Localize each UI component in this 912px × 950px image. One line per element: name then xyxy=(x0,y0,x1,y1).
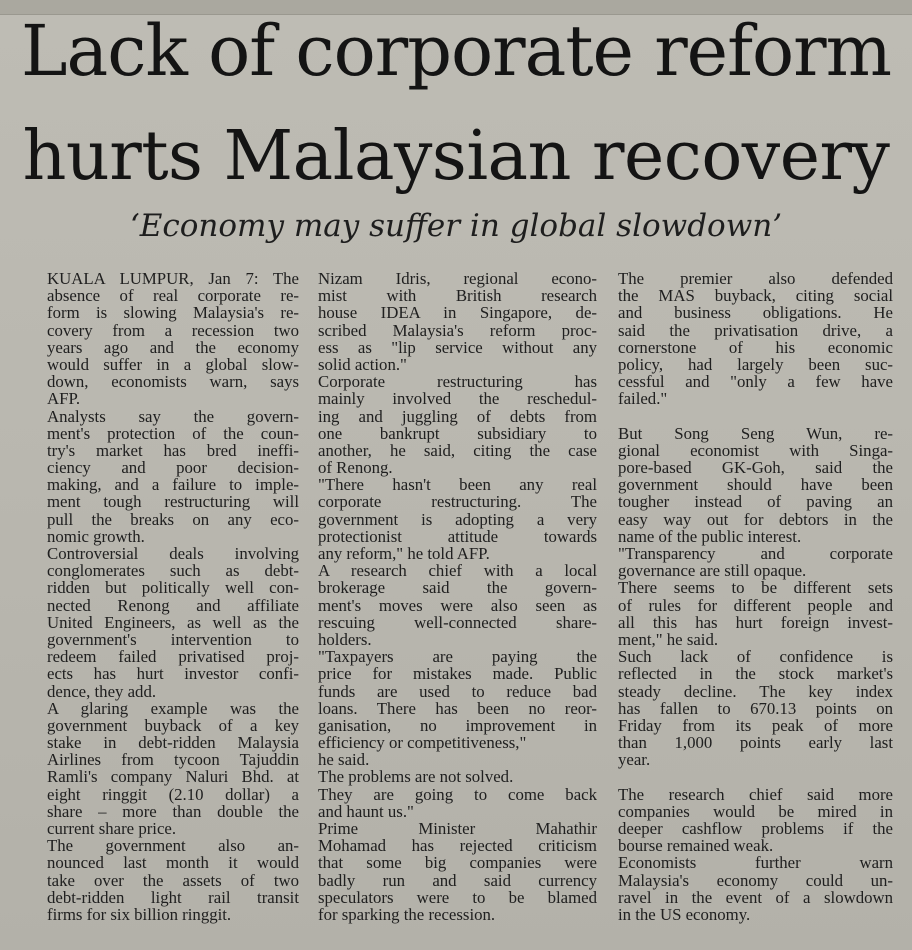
article-line: Analysts say the govern- xyxy=(47,406,299,426)
article-line: and haunt us." xyxy=(318,801,414,821)
article-line: share – more than double the xyxy=(47,801,299,821)
article-line: loans. There has been no reor- xyxy=(318,698,597,718)
article-line: would suffer in a global slow- xyxy=(47,354,299,374)
article-line: take over the assets of two xyxy=(47,870,299,890)
article-line: cornerstone of his economic xyxy=(618,337,893,357)
article-line: eight ringgit (2.10 dollar) a xyxy=(47,784,299,804)
article-line: he said. xyxy=(318,750,370,770)
article-line xyxy=(618,408,893,425)
article-line: Such lack of confidence is xyxy=(618,647,893,667)
article-line: making, and a failure to imple- xyxy=(47,475,299,495)
article-line: They are going to come back xyxy=(318,784,597,804)
article-column-1 xyxy=(47,270,299,923)
article-line: Economists further warn xyxy=(618,853,893,873)
article-column-3 xyxy=(618,270,893,923)
article-line: policy, had largely been suc- xyxy=(618,354,893,374)
article-line: protectionist attitude towards xyxy=(318,526,597,546)
article-line: Nizam Idris, regional econo- xyxy=(318,269,597,288)
article-line: another, he said, citing the case xyxy=(318,440,597,460)
article-line: current share price. xyxy=(47,819,177,838)
article-line: Corporate restructuring has xyxy=(318,372,597,392)
article-line: bourse remained weak. xyxy=(618,836,774,856)
article-line: scribed Malaysia's reform proc- xyxy=(318,320,597,340)
article-line: "Transparency and corporate xyxy=(618,544,893,563)
article-line: for sparking the recession. xyxy=(318,904,496,924)
article-line: corporate restructuring. The xyxy=(318,492,597,512)
article-line: dence, they add. xyxy=(47,681,157,701)
article-line: Controversial deals involving xyxy=(47,544,299,563)
article-line: years ago and the economy xyxy=(47,337,299,357)
article-line: "There hasn't been any real xyxy=(318,475,597,495)
article-line: tougher instead of paving an xyxy=(618,492,893,512)
article-line: government is adopting a very xyxy=(318,509,597,529)
article-line: rescuing well-connected share- xyxy=(318,612,597,632)
article-line: failed." xyxy=(618,389,668,409)
article-line: absence of real corporate re- xyxy=(47,286,299,306)
article-line: than 1,000 points early last xyxy=(618,733,893,753)
article-line: cessful and "only a few have xyxy=(618,372,893,392)
article-line: ridden but politically well con- xyxy=(47,578,299,598)
article-line: pore-based GK-Goh, said the xyxy=(618,458,893,478)
article-line: the MAS buyback, citing social xyxy=(618,286,893,306)
article-line: nected Renong and affiliate xyxy=(47,595,299,615)
subheadline: ‘Economy may suffer in global slowdown’ xyxy=(129,208,783,244)
article-line: ganisation, no improvement in xyxy=(318,715,597,735)
article-line xyxy=(618,768,893,785)
article-line: steady decline. The key index xyxy=(618,681,893,701)
article-line: down, economists warn, says xyxy=(47,372,299,392)
article-line: try's market has bred ineffi- xyxy=(47,440,299,460)
article-line: nomic growth. xyxy=(47,526,145,546)
article-line: "Taxpayers are paying the xyxy=(318,647,597,667)
article-line: one bankrupt subsidiary to xyxy=(318,423,597,443)
article-line: Friday from its peak of more xyxy=(618,715,893,735)
article-line: deeper cashflow problems if the xyxy=(618,819,893,838)
article-line: firms for six billion ringgit. xyxy=(47,904,232,924)
article-line: A research chief with a local xyxy=(318,561,597,581)
article-line: ment's moves were also seen as xyxy=(318,595,597,615)
article-line: any reform," he told AFP. xyxy=(318,544,490,563)
headline-line-2: hurts Malaysian recovery xyxy=(22,117,890,196)
article-line: The research chief said more xyxy=(618,784,893,804)
article-line: There seems to be different sets xyxy=(618,578,893,598)
article-line: nounced last month it would xyxy=(47,853,299,873)
article-line: AFP. xyxy=(47,389,81,409)
article-line: A glaring example was the xyxy=(47,698,299,718)
article-line: KUALA LUMPUR, Jan 7: The xyxy=(47,269,299,288)
article-line: government's intervention to xyxy=(47,629,299,649)
article-line: ects has hurt investor confi- xyxy=(47,664,299,684)
article-line: government should have been xyxy=(618,475,893,495)
article-line: badly run and said currency xyxy=(318,870,597,890)
article-line: government buyback of a key xyxy=(47,715,299,735)
article-line: price for mistakes made. Public xyxy=(318,664,597,684)
article-line: speculators were to be blamed xyxy=(318,887,597,907)
article-line: that some big companies were xyxy=(318,853,597,873)
headline-line-1: Lack of corporate reform xyxy=(21,10,891,92)
article-line: mist with British research xyxy=(318,286,597,306)
article-line: gional economist with Singa- xyxy=(618,440,893,460)
article-line: The premier also defended xyxy=(618,269,893,288)
article-line: Prime Minister Mahathir xyxy=(318,819,597,838)
article-line: form is slowing Malaysia's re- xyxy=(47,303,299,323)
article-line: and business obligations. He xyxy=(618,303,893,323)
article-line: ment tough restructuring will xyxy=(47,492,299,512)
article-line: The government also an- xyxy=(47,836,299,856)
article-line: The problems are not solved. xyxy=(318,767,514,787)
article-line: governance are still opaque. xyxy=(618,561,807,581)
article-line: name of the public interest. xyxy=(618,526,802,546)
article-line: funds are used to reduce bad xyxy=(318,681,597,701)
article-line: ment's protection of the coun- xyxy=(47,423,299,443)
article-line: Ramli's company Naluri Bhd. at xyxy=(47,767,299,787)
article-line: brokerage said the govern- xyxy=(318,578,597,598)
article-line: holders. xyxy=(318,629,372,649)
article-line: ess as "lip service without any xyxy=(318,337,597,357)
article-line: ment," he said. xyxy=(618,629,719,649)
article-line: Airlines from tycoon Tajuddin xyxy=(47,750,299,770)
article-line: of Renong. xyxy=(318,458,393,478)
article-line: redeem failed privatised proj- xyxy=(47,647,299,667)
article-line: ravel in the event of a slowdown xyxy=(618,887,893,907)
article-line: in the US economy. xyxy=(618,904,751,924)
article-line: pull the breaks on any eco- xyxy=(47,509,299,529)
article-line: debt-ridden light rail transit xyxy=(47,887,299,907)
article-line: ciency and poor decision- xyxy=(47,458,299,478)
article-line: conglomerates such as debt- xyxy=(47,561,299,581)
article-line: ing and juggling of debts from xyxy=(318,406,597,426)
article-line: stake in debt-ridden Malaysia xyxy=(47,733,299,753)
article-line: efficiency or competitiveness," xyxy=(318,733,527,753)
article-line: house IDEA in Singapore, de- xyxy=(318,303,597,323)
article-line: solid action." xyxy=(318,354,407,374)
article-line: has fallen to 670.13 points on xyxy=(618,698,893,718)
article-column-2 xyxy=(318,270,597,923)
article-line: reflected in the stock market's xyxy=(618,664,893,684)
article-line: companies would be mired in xyxy=(618,801,893,821)
article-line: covery from a recession two xyxy=(47,320,299,340)
article-line: of rules for different people and xyxy=(618,595,893,615)
article-line: mainly involved the reschedul- xyxy=(318,389,597,409)
article-line: United Engineers, as well as the xyxy=(47,612,299,632)
article-line: easy way out for debtors in the xyxy=(618,509,893,529)
article-line: Malaysia's economy could un- xyxy=(618,870,893,890)
article-line: But Song Seng Wun, re- xyxy=(618,423,893,443)
article-line: all this has hurt foreign invest- xyxy=(618,612,893,632)
article-line: Mohamad has rejected criticism xyxy=(318,836,597,856)
article-line: said the privatisation drive, a xyxy=(618,320,893,340)
article-line: year. xyxy=(618,750,651,770)
